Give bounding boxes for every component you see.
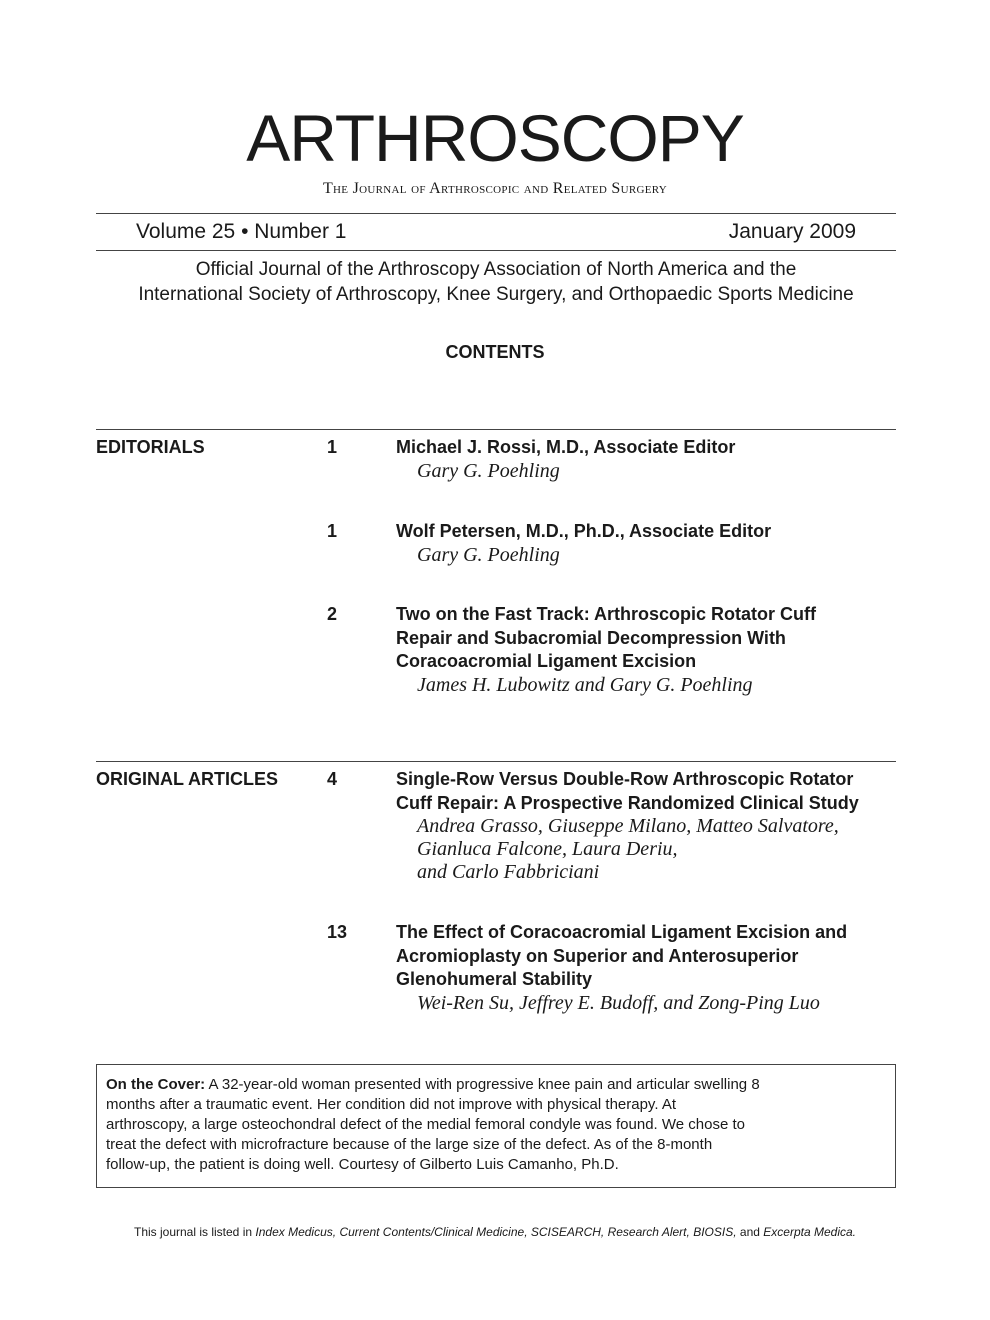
article-authors: James H. Lubowitz and Gary G. Poehling [417,673,753,696]
cover-line: follow-up, the patient is doing well. Courtesy of Gilberto Luis Camanho, Ph.D. [106,1156,619,1173]
toc-entry[interactable] [396,436,896,483]
article-authors: Gary G. Poehling [417,543,560,566]
page-number: 13 [327,922,348,942]
toc-entry[interactable] [396,603,896,697]
cover-line: On the Cover: A 32-year-old woman presented with progressive knee pain and articular swelling 8 [106,1076,760,1093]
toc-entry[interactable] [396,520,896,567]
page-number: 2 [327,604,338,624]
article-title-line: Acromioplasty on Superior and Anterosuperior [396,945,799,966]
official-journal-statement [80,257,912,307]
article-authors-line: Andrea Grasso, Giuseppe Milano, Matteo Salvatore, [417,815,839,837]
toc-entry[interactable] [396,921,896,1015]
article-title: Wolf Petersen, M.D., Ph.D., Associate Editor [396,521,772,541]
issue-date: January 2009 [728,220,856,243]
article-title-line: Single-Row Versus Double-Row Arthroscopic Rotator [396,769,854,789]
official-line-1: Official Journal of the Arthroscopy Association of North America and the [195,259,797,280]
article-title-line: The Effect of Coracoacromial Ligament Excision and [396,922,848,942]
article-title-line: Repair and Subacromial Decompression With [396,627,786,648]
article-title: Michael J. Rossi, M.D., Associate Editor [396,437,736,457]
volume-number: Volume 25 • Number 1 [136,220,347,243]
cover-line: arthroscopy, a large osteochondral defect of the medial femoral condyle was found. We chose to [106,1116,745,1133]
page-number: 1 [327,521,338,541]
top-rule [96,213,896,214]
toc-entry[interactable] [396,768,896,884]
article-authors: Gary G. Poehling [417,459,560,482]
article-title-line: Cuff Repair: A Prospective Randomized Clinical Study [396,792,859,813]
original-articles-rule [96,761,896,762]
page-number: 1 [327,437,338,457]
cover-lead: On the Cover: [106,1076,206,1093]
section-label-editorials: EDITORIALS [96,437,205,457]
journal-subtitle: The Journal of Arthroscopic and Related Surgery [322,180,668,197]
page-number: 4 [327,769,338,789]
contents-heading: CONTENTS [445,342,545,362]
article-title-line: Coracoacromial Ligament Excision [396,651,697,671]
article-authors-line: and Carlo Fabbriciani [417,861,600,883]
journal-title: ARTHROSCOPY [246,101,744,175]
cover-line: treat the defect with microfracture because of the large size of the defect. As of the 8-month [106,1136,713,1153]
article-title-line: Two on the Fast Track: Arthroscopic Rotator Cuff [396,604,817,624]
section-label-original-articles: ORIGINAL ARTICLES [96,769,279,789]
indexing-footer: This journal is listed in Index Medicus, Current Contents/Clinical Medicine, SCISEARCH, Research Alert, BIOSIS, and Excerpta Medica. [133,1225,856,1239]
article-authors: Wei-Ren Su, Jeffrey E. Budoff, and Zong-Ping Luo [417,991,820,1014]
cover-line: months after a traumatic event. Her condition did not improve with physical therapy. At [106,1096,676,1113]
official-line-2: International Society of Arthroscopy, Knee Surgery, and Orthopaedic Sports Medicine [138,284,854,305]
editorials-rule [96,429,896,430]
mid-rule [96,250,896,251]
cover-description-box [96,1064,896,1188]
article-authors-line: Gianluca Falcone, Laura Deriu, [417,838,678,860]
article-title-line: Glenohumeral Stability [396,969,593,989]
